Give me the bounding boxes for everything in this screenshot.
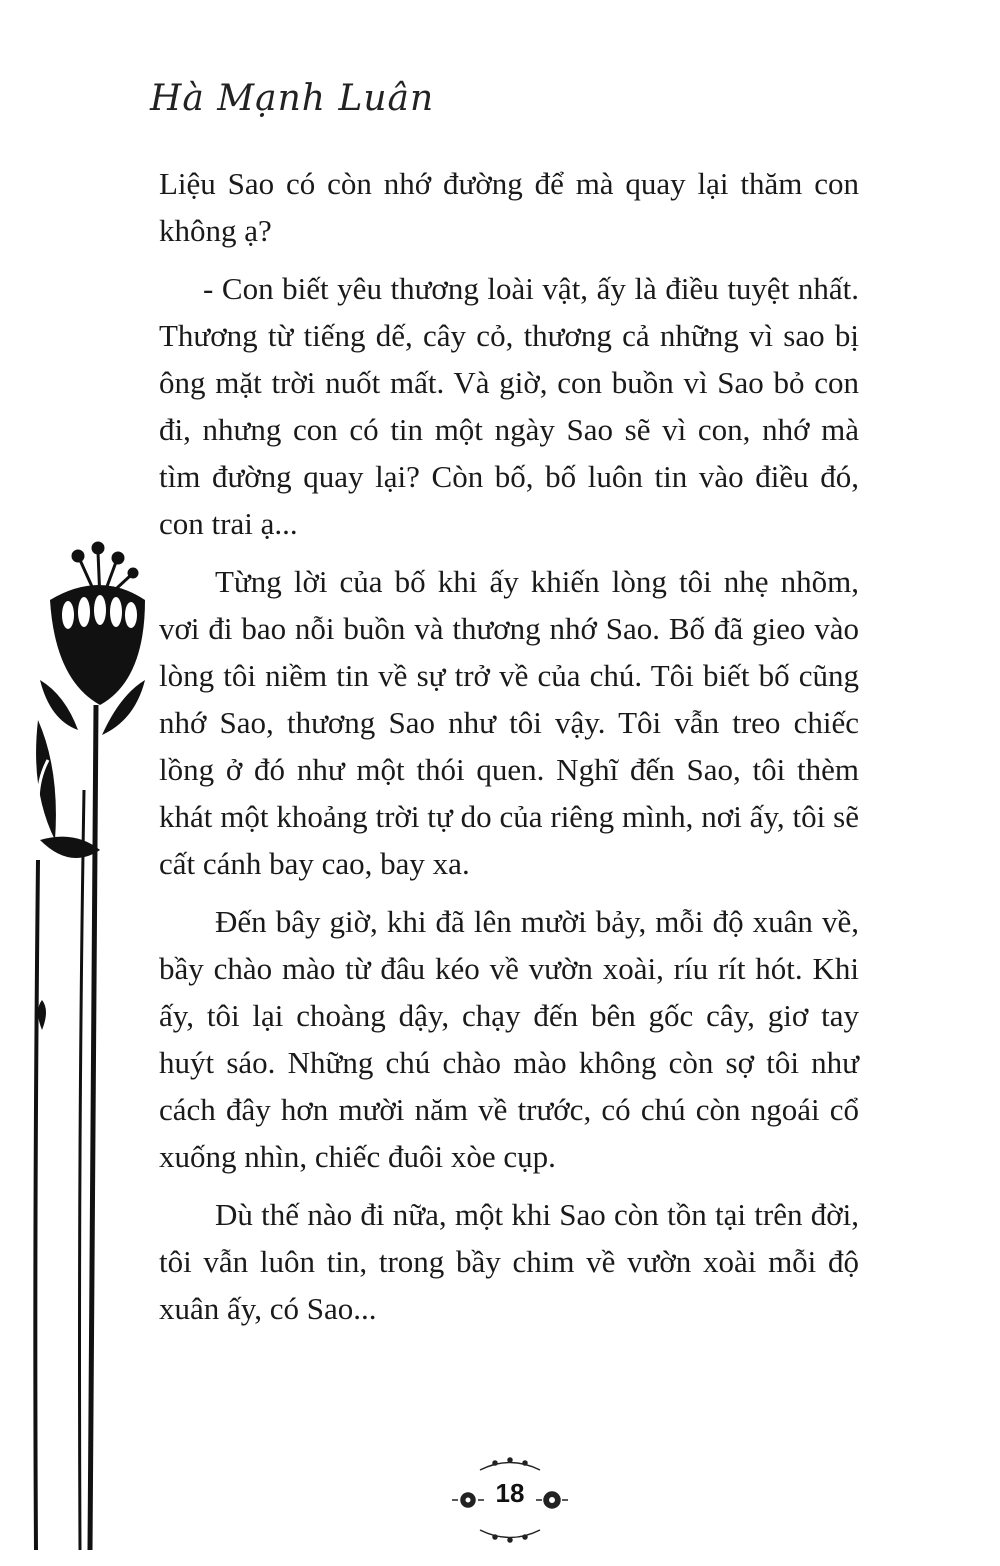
paragraph: Từng lời của bố khi ấy khiến lòng tôi nhẹ nhõm, vơi đi bao nỗi buồn và thương nhớ Sao. Bố đã gieo vào lòng tôi niềm tin về sự trở về của chú. Tôi biết bố cũng nhớ Sao, thương Sao như tôi vậy. Tôi vẫn treo chiếc lồng ở đó như một thói quen. Nghĩ đến Sao, tôi thèm khát một khoảng trời tự do của riêng mình, nơi ấy, tôi sẽ cất cánh bay cao, bay xa.	[159, 564, 859, 881]
running-header-author: Hà Mạnh Luân	[150, 78, 435, 119]
page-number-ornament	[450, 1455, 570, 1545]
paragraph: Liệu Sao có còn nhớ đường để mà quay lại thăm con không ạ?	[159, 166, 859, 248]
flower-ornament	[20, 540, 150, 1560]
body-text	[159, 160, 859, 1343]
paragraph: Đến bây giờ, khi đã lên mười bảy, mỗi độ xuân về, bầy chào mào từ đâu kéo về vườn xoài, ríu rít hót. Khi ấy, tôi lại choàng dậy, chạy đến bên gốc cây, giơ tay huýt sáo. Những chú chào mào không còn sợ tôi như cách đây hơn mười năm về trước, có chú còn ngoái cổ xuống nhìn, chiếc đuôi xòe cụp.	[159, 904, 859, 1174]
paragraph: Dù thế nào đi nữa, một khi Sao còn tồn tại trên đời, tôi vẫn luôn tin, trong bầy chim về vườn xoài mỗi độ xuân ấy, có Sao...	[159, 1197, 859, 1326]
paragraph: - Con biết yêu thương loài vật, ấy là điều tuyệt nhất. Thương từ tiếng dế, cây cỏ, thương cả những vì sao bị ông mặt trời nuốt mất. Và giờ, con buồn vì Sao bỏ con đi, nhưng con có tin một ngày Sao sẽ vì con, nhớ mà tìm đường quay lại? Còn bố, bố luôn tin vào điều đó, con trai ạ...	[159, 271, 859, 541]
page-number: 18	[495, 1478, 525, 1508]
